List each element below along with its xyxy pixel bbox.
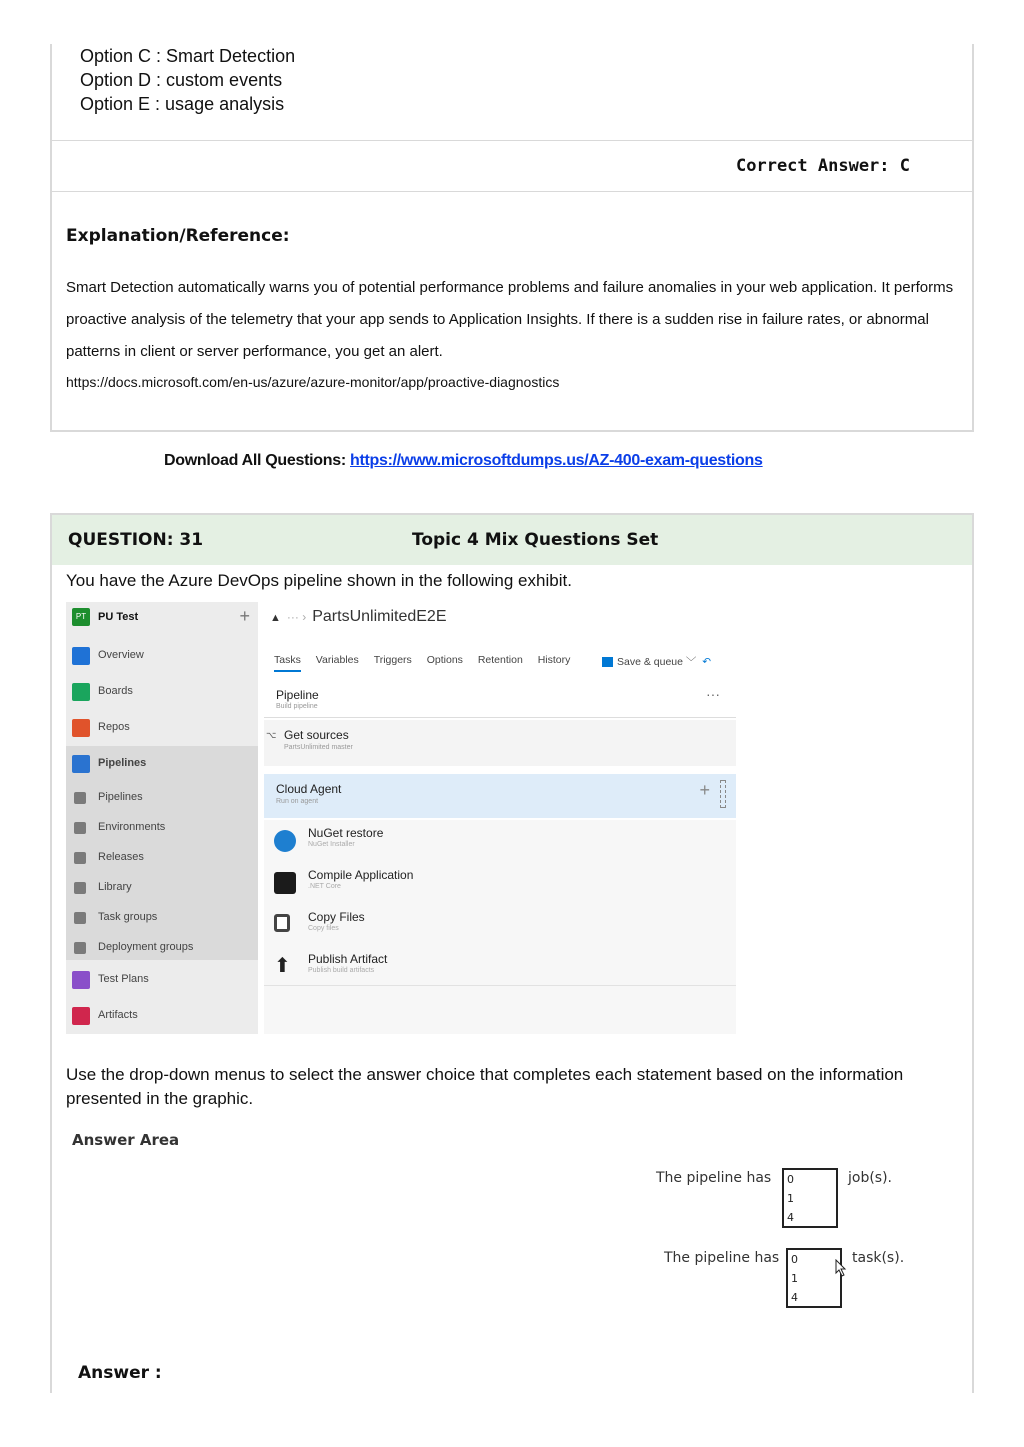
task-name: Publish Artifact — [308, 952, 388, 966]
sidebar-item-boards — [66, 678, 258, 706]
pipeline-title: Pipeline — [276, 688, 319, 702]
environments-icon — [74, 822, 86, 834]
download-label: Download All Questions: — [164, 452, 346, 469]
download-link[interactable]: https://www.microsoftdumps.us/AZ-400-exam-questions — [350, 452, 763, 469]
tasks-dropdown[interactable] — [786, 1248, 842, 1308]
reference-url: https://docs.microsoft.com/en-us/azure/azure-monitor/app/proactive-diagnostics — [66, 374, 560, 390]
pipelines-sub-icon — [74, 792, 86, 804]
nuget-icon — [274, 830, 296, 852]
sidebar-label: Pipelines — [98, 791, 143, 803]
undo-icon: ↶ — [702, 656, 712, 668]
add-task-icon: + — [699, 780, 710, 800]
sidebar-label: Repos — [98, 721, 130, 733]
task-nuget-restore — [264, 820, 736, 862]
save-icon — [602, 657, 613, 667]
test-plans-icon — [72, 971, 90, 989]
project-badge-icon: PT — [72, 608, 90, 626]
task-name: NuGet restore — [308, 826, 384, 840]
get-sources-subtitle: PartsUnlimited master — [284, 744, 353, 751]
task-subtitle: NuGet Installer — [308, 841, 355, 848]
sidebar-item-test-plans — [66, 966, 258, 994]
question-header — [52, 515, 972, 565]
releases-icon — [74, 852, 86, 864]
repos-icon — [72, 719, 90, 737]
sidebar-label: Pipelines — [98, 757, 147, 769]
pipeline-subtitle: Build pipeline — [276, 703, 318, 710]
sidebar-sub-library — [66, 874, 258, 902]
artifacts-icon — [72, 1007, 90, 1025]
more-icon: ··· — [706, 686, 720, 702]
sidebar-label: Task groups — [98, 911, 158, 923]
pipeline-exhibit — [66, 602, 738, 1034]
pipeline-row — [264, 682, 736, 718]
get-sources-row — [264, 720, 736, 766]
tab-triggers: Triggers — [373, 654, 412, 666]
sidebar-item-repos — [66, 714, 258, 742]
sidebar-item-pipelines — [66, 750, 258, 778]
sidebar-sub-task-groups — [66, 904, 258, 932]
project-header — [70, 606, 256, 630]
option-d: Option D : custom events — [80, 70, 283, 90]
sidebar-label: Boards — [98, 685, 133, 697]
task-list-footer — [264, 985, 736, 1034]
sidebar-label: Releases — [98, 851, 144, 863]
dropdown-option[interactable]: 1 — [787, 1192, 794, 1205]
dropdown-option[interactable]: 1 — [791, 1272, 798, 1285]
tab-history: History — [537, 654, 571, 666]
statement-1-suffix: job(s). — [848, 1170, 893, 1186]
pipelines-icon — [72, 755, 90, 773]
jobs-dropdown[interactable] — [782, 1168, 838, 1228]
tab-variables: Variables — [315, 654, 359, 666]
drag-handle-icon — [720, 780, 726, 808]
agent-job-title: Cloud Agent — [276, 782, 342, 796]
previous-question-box — [50, 44, 974, 432]
explanation-text: Smart Detection automatically warns you of potential performance problems and failure anomalies in your web application. It performs proactive analysis of the telemetry that your app sends to Application Insights. If there is a sudden rise in failure rates, or abnormal patterns in client or server performance, you get an alert. — [66, 279, 954, 360]
tab-retention: Retention — [477, 654, 523, 666]
get-sources-title: Get sources — [284, 728, 349, 742]
task-publish-artifact — [264, 946, 736, 988]
sidebar-label: Test Plans — [98, 973, 149, 985]
question-box — [50, 513, 974, 1393]
option-e: Option E : usage analysis — [80, 94, 285, 114]
sidebar-sub-environments — [66, 814, 258, 842]
overview-icon — [72, 647, 90, 665]
devops-sidebar — [66, 602, 258, 1034]
pipeline-name: PartsUnlimitedE2E — [312, 608, 447, 625]
sidebar-sub-deployment-groups — [66, 934, 258, 962]
statement-2-prefix: The pipeline has — [664, 1250, 780, 1266]
dropdown-option[interactable]: 0 — [791, 1253, 798, 1266]
sidebar-label: Library — [98, 881, 132, 893]
statement-1-prefix: The pipeline has — [656, 1170, 772, 1186]
library-icon — [74, 882, 86, 894]
sidebar-label: Artifacts — [98, 1009, 138, 1021]
boards-icon — [72, 683, 90, 701]
build-icon: ▲ — [270, 612, 281, 624]
sidebar-item-overview — [66, 642, 258, 670]
mouse-cursor-icon — [835, 1259, 847, 1277]
divider — [52, 140, 972, 141]
add-icon: + — [239, 606, 250, 626]
sidebar-label: Overview — [98, 649, 144, 661]
question-text: You have the Azure DevOps pipeline shown in the following exhibit. — [66, 571, 572, 590]
dotnet-icon — [274, 872, 296, 894]
download-line — [164, 452, 763, 470]
upload-icon: ⬆ — [274, 955, 291, 977]
agent-job-row — [264, 774, 736, 818]
explanation-heading: Explanation/Reference: — [66, 226, 290, 246]
task-subtitle: .NET Core — [308, 883, 341, 890]
task-groups-icon — [74, 912, 86, 924]
dropdown-option[interactable]: 4 — [787, 1211, 794, 1224]
dropdown-option[interactable]: 4 — [791, 1291, 798, 1304]
task-compile-application — [264, 862, 736, 904]
statement-2-suffix: task(s). — [852, 1250, 905, 1266]
pipeline-editor — [258, 602, 738, 1034]
question-topic: Topic 4 Mix Questions Set — [412, 530, 659, 550]
answer-label: Answer : — [78, 1363, 162, 1383]
project-name: PU Test — [98, 611, 139, 623]
divider — [52, 191, 972, 192]
copy-files-icon — [274, 914, 290, 932]
option-c: Option C : Smart Detection — [80, 46, 296, 66]
sidebar-sub-releases — [66, 844, 258, 872]
task-subtitle: Copy files — [308, 925, 339, 932]
dropdown-option[interactable]: 0 — [787, 1173, 794, 1186]
task-name: Copy Files — [308, 910, 365, 924]
save-queue-label: Save & queue — [617, 656, 683, 668]
question-number: QUESTION: 31 — [68, 530, 204, 550]
tab-tasks: Tasks — [274, 654, 301, 672]
sidebar-label: Deployment groups — [98, 941, 194, 953]
task-subtitle: Publish build artifacts — [308, 967, 375, 974]
sidebar-sub-pipelines — [66, 784, 258, 812]
sidebar-label: Environments — [98, 821, 166, 833]
instruction-text: Use the drop-down menus to select the answer choice that completes each statement based on the information presented in the graphic. — [66, 1065, 904, 1108]
answer-area-heading: Answer Area — [72, 1131, 180, 1149]
deployment-groups-icon — [74, 942, 86, 954]
correct-answer: Correct Answer: C — [736, 156, 910, 176]
agent-job-subtitle: Run on agent — [276, 798, 319, 805]
task-name: Compile Application — [308, 868, 414, 882]
breadcrumb: ▲ ··· › PartsUnlimitedE2E — [270, 608, 447, 625]
editor-tabs — [274, 654, 582, 672]
save-queue-button: Save & queue ﹀ ↶ — [602, 654, 711, 669]
sidebar-item-artifacts — [66, 1002, 258, 1030]
task-copy-files — [264, 904, 736, 946]
task-list — [264, 820, 736, 1004]
tab-options: Options — [426, 654, 463, 666]
source-icon: ⌥ — [266, 730, 277, 740]
